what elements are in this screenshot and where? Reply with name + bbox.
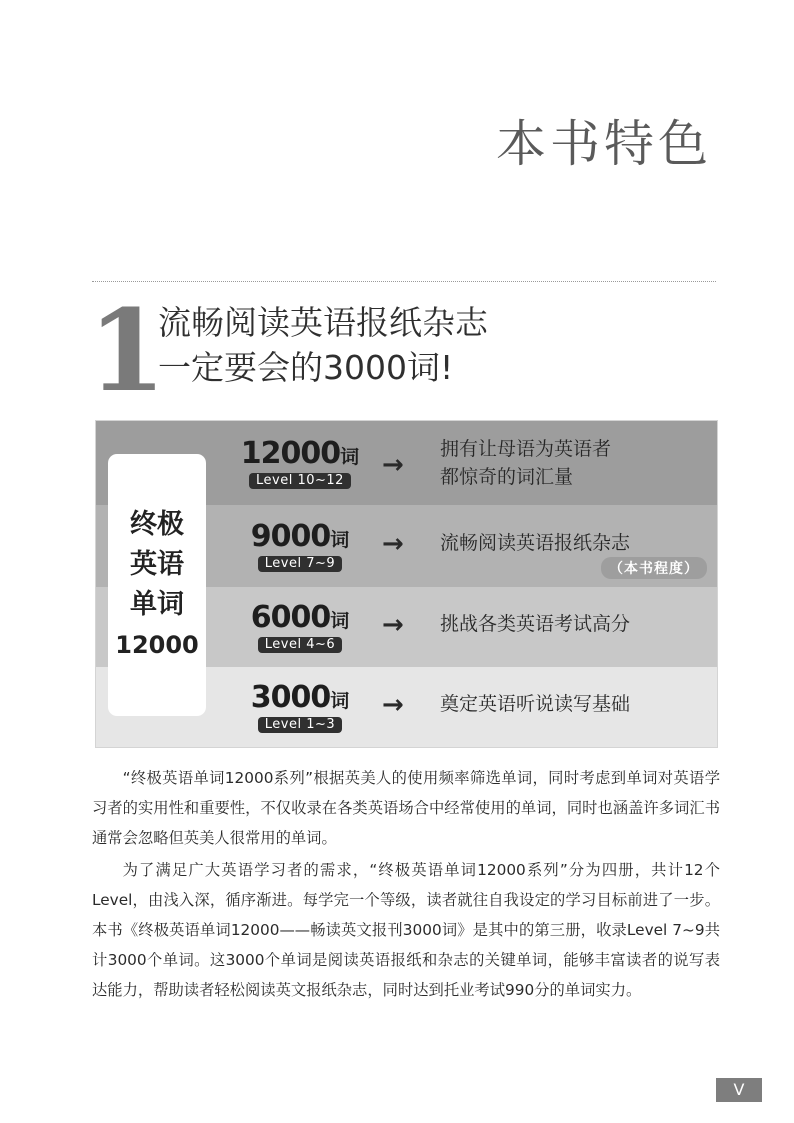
level-count-block (240, 436, 360, 489)
section-heading-line-2: 一定要会的3000词! (158, 348, 454, 387)
series-label-line-3: 单词 (130, 589, 184, 620)
level-tag: Level 7~9 (258, 556, 342, 572)
section-heading (158, 300, 488, 390)
series-label-card (108, 454, 206, 716)
word-count-unit: 词 (330, 610, 350, 632)
paragraph: “终极英语单词12000系列”根据英美人的使用频率筛选单词，同时考虑到单词对英语学习者的实用性和重要性，不仅收录在各类英语场合中经常使用的单词，同时也涵盖许多词汇书通常会忽略但英美人很常用的单词。 (92, 769, 720, 847)
level-tag: Level 10~12 (249, 473, 351, 489)
page-title: 本书特色 (496, 115, 712, 173)
word-count-number: 3000 (250, 680, 331, 715)
level-description-line-1: 挑战各类英语考试高分 (440, 613, 631, 635)
body-text (92, 763, 720, 1007)
word-count-number: 6000 (250, 600, 331, 635)
series-label-line-4: 12000 (115, 631, 199, 659)
series-label-line-2: 英语 (130, 549, 184, 580)
right-arrow-icon: → (382, 610, 404, 640)
section-divider (92, 281, 716, 282)
level-description-line-1: 流畅阅读英语报纸杂志 (440, 532, 631, 554)
section-heading-line-1: 流畅阅读英语报纸杂志 (158, 303, 488, 342)
level-description (440, 610, 630, 638)
level-tag: Level 1~3 (258, 717, 342, 733)
level-description-line-1: 拥有让母语为英语者 (440, 438, 612, 460)
level-count-block (240, 680, 360, 733)
right-arrow-icon: → (382, 450, 404, 480)
level-tag: Level 4~6 (258, 637, 342, 653)
word-count (240, 436, 360, 471)
level-description (440, 529, 630, 557)
word-count-unit: 词 (330, 529, 350, 551)
series-label-line-1: 终极 (130, 509, 184, 540)
level-count-block (240, 519, 360, 572)
word-count (240, 600, 360, 635)
word-count (240, 680, 360, 715)
level-diagram (96, 421, 717, 747)
this-book-level-badge: （本书程度） (601, 557, 707, 579)
word-count-unit: 词 (330, 690, 350, 712)
word-count-unit: 词 (340, 446, 360, 468)
level-count-block (240, 600, 360, 653)
word-count-number: 9000 (250, 519, 331, 554)
word-count-number: 12000 (240, 436, 341, 471)
level-description (440, 690, 630, 718)
level-description-line-1: 奠定英语听说读写基础 (440, 693, 631, 715)
word-count (240, 519, 360, 554)
level-description (440, 435, 611, 491)
page-number: V (716, 1078, 762, 1102)
level-description-line-2: 都惊奇的词汇量 (440, 466, 574, 488)
paragraph: 为了满足广大英语学习者的需求，“终极英语单词12000系列”分为四册，共计12个Level，由浅入深，循序渐进。每学完一个等级，读者就往自我设定的学习目标前进了一步。本书《终极英语单词12000——畅读英文报刊3000词》是其中的第三册，收录Level 7~9共计3000个单词。这3000个单词是阅读英语报纸和杂志的关键单词，能够丰富读者的说写表达能力，帮助读者轻松阅读英文报纸杂志，同时达到托业考试990分的单词实力。 (92, 861, 720, 999)
right-arrow-icon: → (382, 529, 404, 559)
section-number: 1 (88, 286, 166, 417)
right-arrow-icon: → (382, 690, 404, 720)
